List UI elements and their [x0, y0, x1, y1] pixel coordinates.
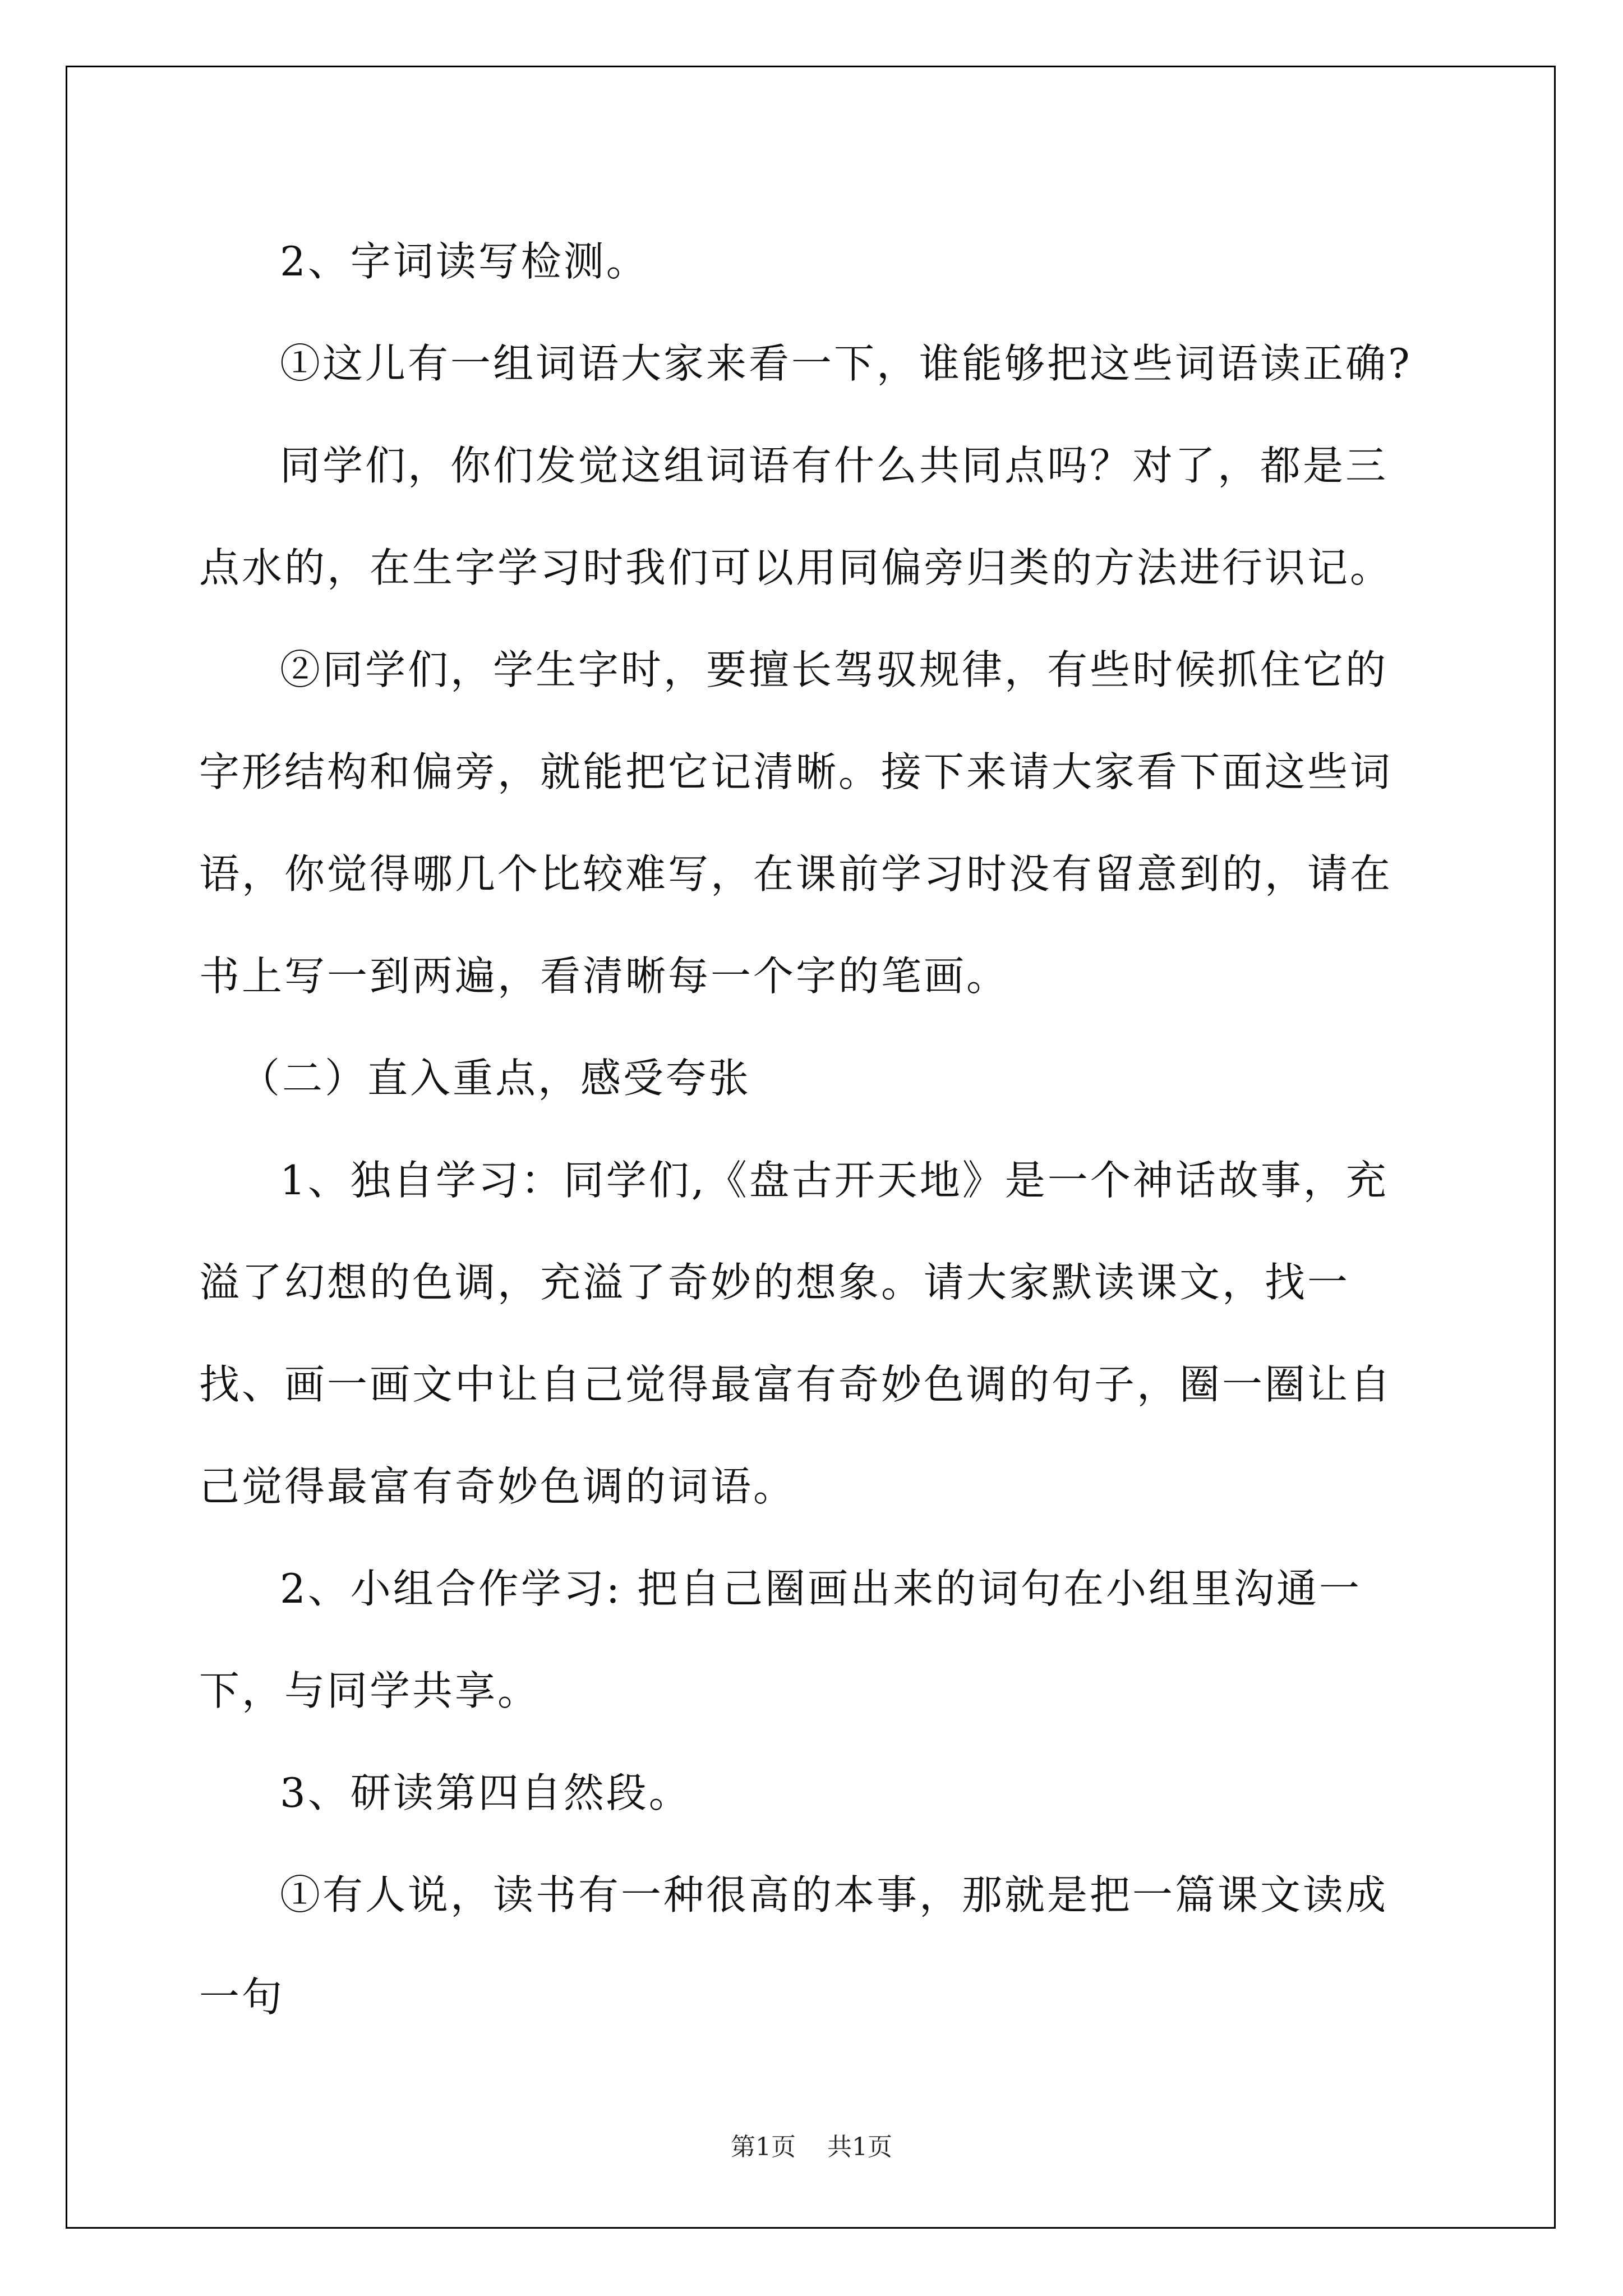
paragraph: 1、独自学习：同学们,《盘古开天地》是一个神话故事，充溢了幻想的色调，充溢了奇妙的想象。请大家默读课文，找一找、画一画文中让自己觉得最富有奇妙色调的句子，圈一圈让自己觉得最富有奇妙色调的词语。 — [199, 1157, 1393, 1510]
document-body — [199, 210, 1427, 2048]
page-number: 第1页 — [731, 2133, 796, 2161]
section-heading: （二）直入重点，感受夸张 — [239, 1055, 751, 1102]
paragraph: 同学们，你们发觉这组词语有什么共同点吗？对了，都是三点水的，在生字学习时我们可以用同偏旁归类的方法进行识记。 — [199, 442, 1393, 591]
page-total: 共1页 — [827, 2133, 892, 2161]
paragraph: ②同学们，学生字时，要擅长驾驭规律，有些时候抓住它的字形结构和偏旁，就能把它记清晰。接下来请大家看下面这些词语，你觉得哪几个比较难写，在课前学习时没有留意到的，请在书上写一到两遍，看清晰每一个字的笔画。 — [199, 646, 1393, 1000]
page-footer — [0, 2131, 1623, 2164]
paragraph: 2、小组合作学习: 把自己圈画出来的词句在小组里沟通一下，与同学共享。 — [199, 1565, 1362, 1714]
paragraph: 2、字词读写检测。 — [280, 238, 649, 285]
paragraph: ①有人说，读书有一种很高的本事，那就是把一篇课文读成一句 — [199, 1871, 1389, 2021]
paragraph: ①这儿有一组词语大家来看一下，谁能够把这些词语读正确? — [280, 340, 1412, 387]
paragraph: 3、研读第四自然段。 — [280, 1769, 691, 1816]
